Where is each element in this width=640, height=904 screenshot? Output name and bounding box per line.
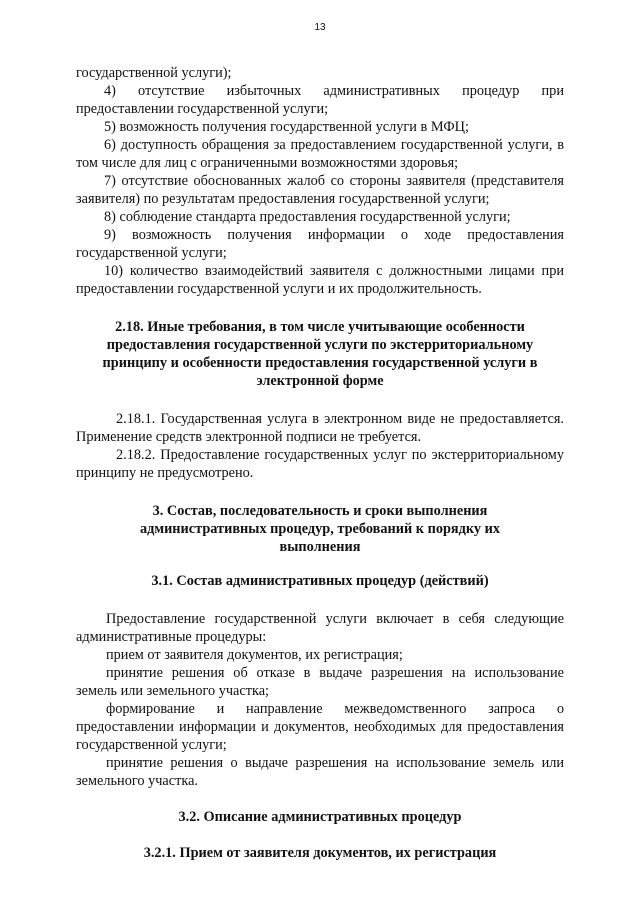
list-item: 6) доступность обращения за предоставлением государственной услуги, в том числе для лиц с ограниченными возможностями здоровья; [76, 137, 564, 171]
list-item: 8) соблюдение стандарта предоставления государственной услуги; [104, 209, 511, 225]
list-item: 7) отсутствие обоснованных жалоб со стороны заявителя (представителя заявителя) по результатам предоставления государственной услуги; [76, 173, 564, 207]
document-body [76, 64, 564, 862]
section-heading-3: 3. Состав, последовательность и сроки выполнения административных процедур, требований к порядку их выполнения [139, 503, 501, 555]
list-item: принятие решения о выдаче разрешения на использование земель или земельного участка. [76, 755, 564, 789]
section-heading-3-2-1: 3.2.1. Прием от заявителя документов, их регистрация [143, 845, 497, 861]
page-number: 13 [314, 22, 326, 33]
paragraph-2-18-2: 2.18.2. Предоставление государственных услуг по экстерриториальному принципу не предусмотрено. [76, 447, 564, 481]
paragraph-2-18-1: 2.18.1. Государственная услуга в электронном виде не предоставляется. Применение средств электронной подписи не требуется. [76, 411, 564, 445]
paragraph-3-1-intro: Предоставление государственной услуги включает в себя следующие административные процедуры: [76, 611, 564, 645]
section-heading-3-1: 3.1. Состав административных процедур (действий) [151, 573, 489, 589]
list-item: 9) возможность получения информации о ходе предоставления государственной услуги; [76, 227, 564, 261]
list-item: прием от заявителя документов, их регистрация; [106, 647, 403, 663]
list-item: формирование и направление межведомственного запроса о предоставлении информации и документов, необходимых для предоставления государственной услуги; [76, 701, 564, 753]
list-item: 4) отсутствие избыточных административных процедур при предоставлении государственной услуги; [76, 83, 564, 117]
section-heading-2-18: 2.18. Иные требования, в том числе учитывающие особенности предоставления государственной услуги по экстерриториальному принципу и особенности предоставления государственной услуги в электронной форме [102, 319, 538, 389]
list-item: 5) возможность получения государственной услуги в МФЦ; [104, 119, 469, 135]
list-item: 10) количество взаимодействий заявителя с должностными лицами при предоставлении государственной услуги и их продолжительность. [76, 263, 564, 297]
section-heading-3-2: 3.2. Описание административных процедур [178, 809, 462, 825]
list-item: государственной услуги); [76, 65, 232, 81]
list-item: принятие решения об отказе в выдаче разрешения на использование земель или земельного участка; [76, 665, 564, 699]
